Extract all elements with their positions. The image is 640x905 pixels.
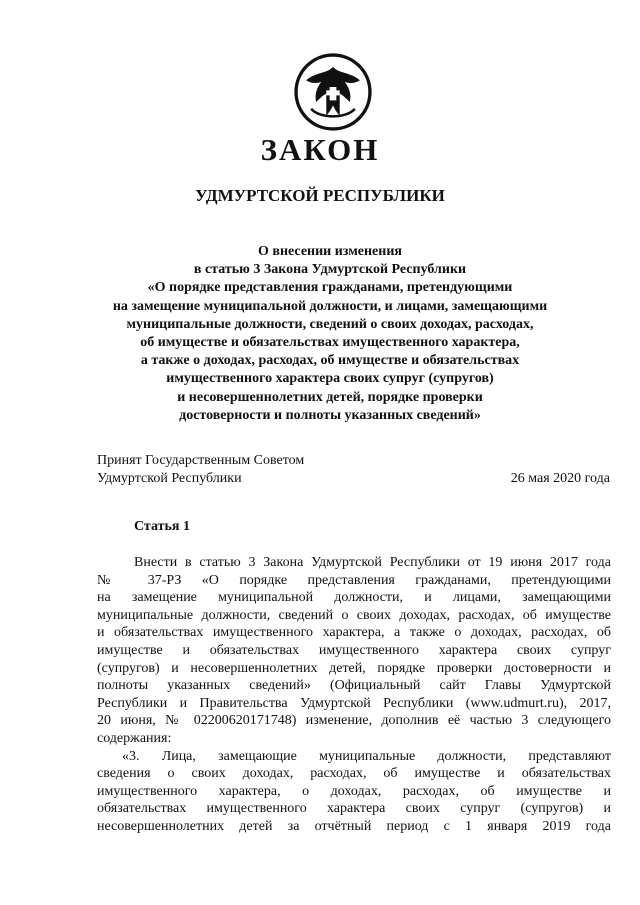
body-line: обязательствах имущественного характера своих супруг (супругов) и (97, 801, 611, 817)
heading-line: «О порядке представления гражданами, претендующими (147, 280, 513, 296)
heading-line: имущественного характера своих супруг (супругов) (166, 371, 494, 387)
body-line: (супругов) и несовершеннолетних детей, порядке проверки достоверности и (97, 660, 611, 676)
body-line: сведения о своих доходах, расходах, об имуществе и обязательствах (97, 766, 611, 782)
document-title: ЗАКОН (260, 132, 380, 167)
heading-line: и несовершеннолетних детей, порядке проверки (177, 389, 483, 405)
adoption-date: 26 мая 2020 года (510, 471, 610, 486)
body-line: имущественного характера, о доходах, расходах, об имуществе и (97, 783, 611, 799)
document-subtitle: УДМУРТСКОЙ РЕСПУБЛИКИ (195, 186, 445, 205)
adoption-line: Принят Государственным Советом (97, 453, 305, 468)
heading-line: а также о доходах, расходах, об имуществе и обязательствах (140, 353, 520, 369)
body-line: № 37-РЗ «О порядке представления гражданами, претендующими (97, 572, 611, 588)
adoption-line: Удмуртской Республики (97, 471, 242, 486)
law-heading (80, 243, 580, 425)
heading-line: об имуществе и обязательствах имущественного характера, (140, 335, 520, 351)
udmurtia-emblem-icon (291, 50, 375, 134)
body-line: на замещение муниципальной должности, и лицами, замещающими (97, 590, 611, 606)
body-line: муниципальные должности, сведений о своих доходах, расходах, об имуществе (97, 607, 611, 623)
body-line: «3. Лица, замещающие муниципальные должности, представляют (122, 748, 611, 764)
heading-line: на замещение муниципальной должности, и лицами, замещающими (112, 298, 548, 314)
body-line: несовершеннолетних детей за отчётный период с 1 января 2019 года (97, 818, 611, 834)
body-line: Республики и Правительства Удмуртской Республики (www.udmurt.ru), 2017, (97, 695, 611, 711)
body-line: и обязательствах имущественного характера, а также о доходах, расходах, об (97, 625, 611, 641)
adoption-note (97, 452, 304, 488)
heading-line: О внесении изменения (258, 244, 402, 259)
body-line: Внести в статью 3 Закона Удмуртской Республики от 19 июня 2017 года (134, 555, 611, 570)
body-line: 20 июня, № 02200620171748) изменение, дополнив её частью 3 следующего (97, 713, 611, 729)
heading-line: достоверности и полноты указанных сведений» (179, 407, 481, 423)
article-body (97, 554, 611, 836)
body-line: имуществе и обязательствах имущественного характера своих супруг (97, 642, 611, 658)
article-title: Статья 1 (134, 519, 190, 534)
body-line: содержания: (97, 730, 172, 746)
body-line: полноты указанных сведений» (Официальный сайт Главы Удмуртской (97, 678, 611, 694)
heading-line: муниципальные должности, сведений о своих доходах, расходах, (126, 316, 534, 332)
heading-line: в статью 3 Закона Удмуртской Республики (193, 262, 467, 278)
